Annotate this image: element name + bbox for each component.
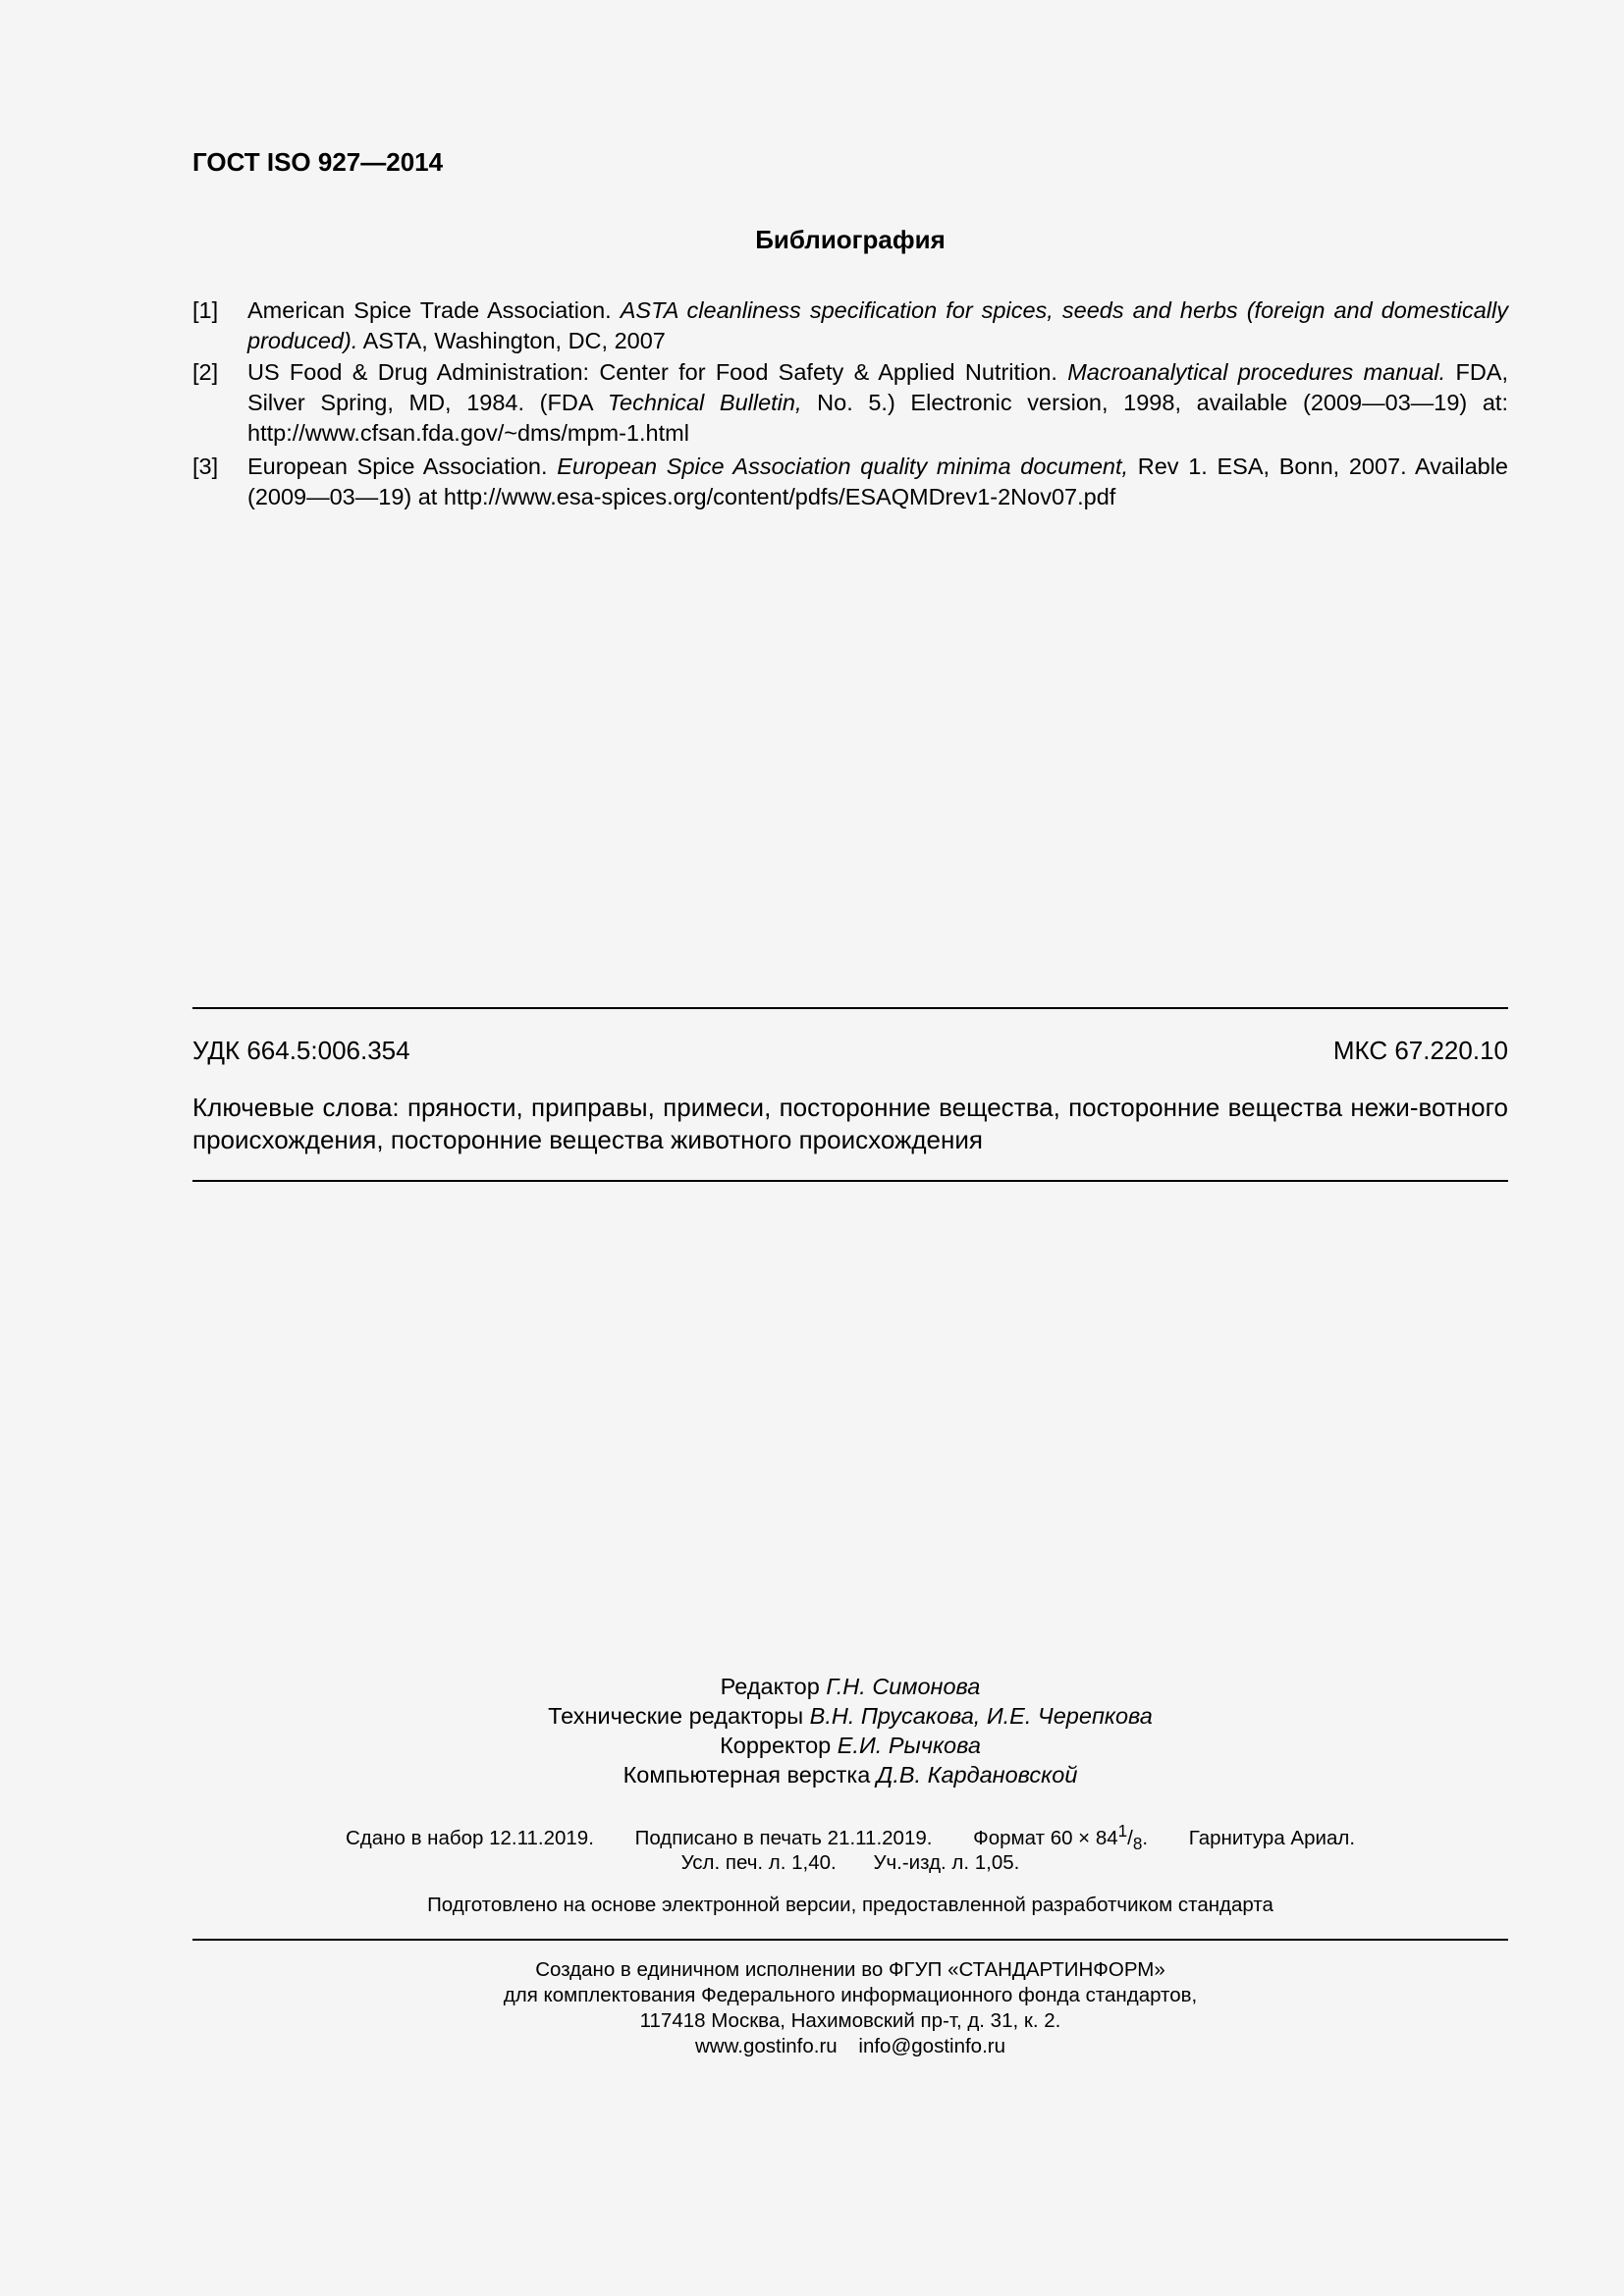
reference-series-italic: Technical Bulletin, bbox=[607, 390, 802, 415]
credit-name: Д.В. Кардановской bbox=[876, 1762, 1078, 1788]
publisher-address: 117418 Москва, Нахимовский пр-т, д. 31, к. 2. bbox=[639, 2009, 1061, 2032]
format-label: Формат 60 × 84 bbox=[973, 1826, 1118, 1849]
bibliography-title: Библиография bbox=[755, 225, 946, 254]
print-info-line-1 bbox=[192, 1822, 1508, 1854]
signed-date: Подписано в печать 21.11.2019. bbox=[634, 1826, 933, 1849]
reference-item-2 bbox=[192, 357, 1508, 449]
reference-item-3 bbox=[192, 452, 1508, 512]
print-info-line-2 bbox=[192, 1851, 1508, 1875]
divider-top bbox=[192, 1007, 1508, 1009]
mks-code: МКС 67.220.10 bbox=[1332, 1036, 1508, 1065]
print-sheets: Усл. печ. л. 1,40. bbox=[680, 1851, 837, 1874]
reference-number: [1] bbox=[192, 297, 219, 323]
reference-text bbox=[247, 357, 1508, 449]
udk-code: УДК 664.5:006.354 bbox=[192, 1036, 410, 1065]
credit-label: Технические редакторы bbox=[548, 1703, 810, 1729]
reference-text-part: American Spice Trade Association. bbox=[247, 297, 621, 323]
credit-tech-editors bbox=[192, 1703, 1508, 1730]
reference-title-italic: Macroanalytical procedures manual. bbox=[1067, 359, 1446, 385]
format-sup: 1 bbox=[1117, 1822, 1128, 1841]
reference-text-part: ASTA, Washington, DC, 2007 bbox=[357, 328, 666, 353]
credit-editor bbox=[192, 1674, 1508, 1700]
reference-text-part: FDA, Silver Spring, MD, 1984. (FDA bbox=[247, 359, 1508, 415]
reference-text-part: European Spice Association. bbox=[247, 454, 558, 479]
reference-text-part: No. 5.) Electronic version, 1998, available (2009—03—19) at: http://www.cfsan.fda.gov/~dms/mpm-1.html bbox=[247, 390, 1508, 446]
publishing-sheets: Уч.-изд. л. 1,05. bbox=[873, 1851, 1020, 1874]
credit-corrector bbox=[192, 1733, 1508, 1759]
reference-text bbox=[247, 295, 1508, 356]
publisher-contacts bbox=[192, 2035, 1508, 2058]
document-id-header: ГОСТ ISO 927—2014 bbox=[192, 147, 444, 177]
divider-middle bbox=[192, 1180, 1508, 1182]
publisher-line-2: для комплектования Федерального информационного фонда стандартов, bbox=[503, 1984, 1198, 2006]
reference-text-part: Rev 1. ESA, Bonn, 2007. Available (2009—03—19) at http://www.esa-spices.org/content/pdfs/ESAQMDrev1-2Nov07.pdf bbox=[247, 454, 1508, 509]
reference-number: [3] bbox=[192, 454, 219, 479]
reference-title-italic: ASTA cleanliness specification for spices, seeds and herbs (foreign and domestically produced). bbox=[247, 297, 1508, 353]
format-slash: / bbox=[1127, 1826, 1133, 1849]
format-sub: 8 bbox=[1132, 1834, 1143, 1853]
typeface: Гарнитура Ариал. bbox=[1188, 1826, 1356, 1849]
credit-label: Редактор bbox=[720, 1674, 827, 1699]
reference-item-1 bbox=[192, 295, 1508, 356]
prepared-note: Подготовлено на основе электронной версии, предоставленной разработчиком стандарта bbox=[427, 1894, 1273, 1916]
website-link[interactable]: www.gostinfo.ru bbox=[695, 2035, 838, 2057]
credit-layout bbox=[192, 1762, 1508, 1789]
reference-number: [2] bbox=[192, 359, 219, 385]
divider-bottom bbox=[192, 1939, 1508, 1941]
reference-text bbox=[247, 452, 1508, 512]
keywords: Ключевые слова: пряности, приправы, примеси, посторонние вещества, посторонние вещества нежи-вотного происхождения, посторонние вещества животного происхождения bbox=[192, 1093, 1508, 1154]
format-end: . bbox=[1142, 1826, 1149, 1849]
email-link[interactable]: info@gostinfo.ru bbox=[858, 2035, 1005, 2057]
credit-name: Г.Н. Симонова bbox=[826, 1674, 981, 1699]
credit-name: Е.И. Рычкова bbox=[837, 1733, 981, 1758]
reference-text-part: US Food & Drug Administration: Center for Food Safety & Applied Nutrition. bbox=[247, 359, 1068, 385]
credit-name: В.Н. Прусакова, И.Е. Черепкова bbox=[809, 1703, 1153, 1729]
reference-title-italic: European Spice Association quality minima document, bbox=[557, 454, 1129, 479]
credit-label: Корректор bbox=[720, 1733, 838, 1758]
print-format bbox=[973, 1822, 1149, 1853]
publisher-line-1: Создано в единичном исполнении во ФГУП «СТАНДАРТИНФОРМ» bbox=[535, 1958, 1165, 1981]
submitted-date: Сдано в набор 12.11.2019. bbox=[345, 1826, 594, 1849]
credit-label: Компьютерная верстка bbox=[623, 1762, 877, 1788]
